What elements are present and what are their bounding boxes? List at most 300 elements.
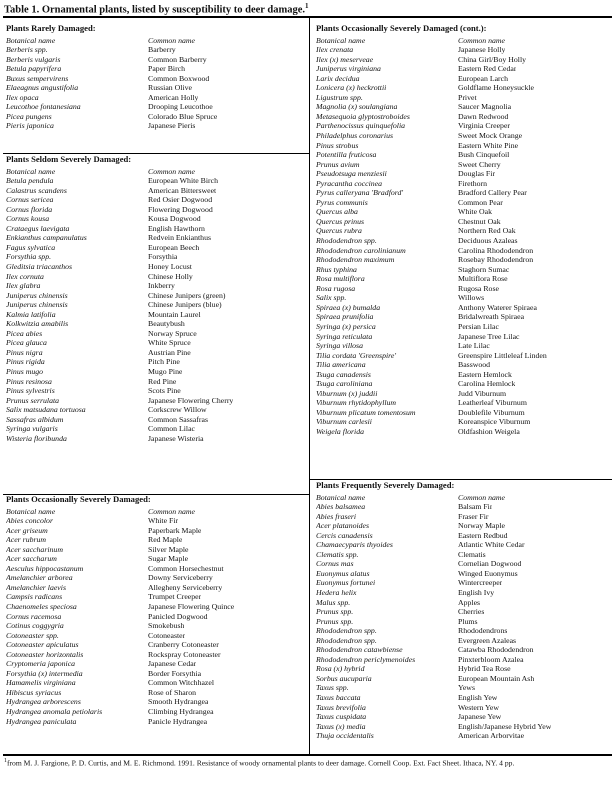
common-name: White Spruce: [148, 338, 191, 348]
common-name: Common Pear: [458, 197, 503, 207]
common-name: Red Maple: [148, 535, 183, 545]
botanical-name: Hydrangea arborescens: [6, 697, 81, 707]
botanical-name: Spiraea prunifolia: [316, 312, 374, 322]
table-row: [316, 45, 608, 55]
common-name: Catawba Rhododendron: [458, 645, 534, 655]
botanical-name: Rhododendron spp.: [316, 236, 377, 246]
table-row: [316, 131, 608, 141]
common-name: Japanese Flowering Quince: [148, 602, 235, 612]
common-name: Barberry: [148, 45, 176, 55]
botanical-name: Picea abies: [6, 328, 43, 338]
botanical-name: Prunus avium: [316, 159, 360, 169]
common-name: Rhododendrons: [458, 626, 508, 636]
common-name-header: Common name: [148, 506, 195, 516]
table-row: [316, 559, 608, 569]
botanical-name: Rhododendron spp.: [316, 626, 377, 636]
botanical-name: Hedera helix: [316, 588, 357, 598]
common-name: Panicle Hydrangea: [148, 716, 208, 726]
table-row: [316, 389, 608, 399]
common-name: Common Barberry: [148, 54, 207, 64]
botanical-name: Euonymus fortunei: [316, 578, 376, 588]
botanical-name: Cryptomeria japonica: [6, 659, 76, 669]
table-row: [316, 198, 608, 208]
footnote-mark: 1: [4, 758, 7, 764]
botanical-name: Pyrus calleryana 'Bradford': [316, 188, 404, 198]
botanical-name: Cercis canadensis: [316, 530, 373, 540]
common-name: Eastern White Pine: [458, 140, 519, 150]
common-name: Western Yew: [458, 702, 499, 712]
table-row: [316, 303, 608, 313]
table-row: [6, 55, 302, 65]
common-name: Evergreen Azaleas: [458, 635, 517, 645]
common-name: Panicled Dogwood: [148, 611, 208, 621]
botanical-name: Picea pungens: [6, 111, 52, 121]
botanical-name: Acer saccharum: [6, 554, 57, 564]
table-row: [316, 102, 608, 112]
table-row: [6, 717, 302, 727]
table-row: [316, 370, 608, 380]
common-name: Chinese Holly: [148, 271, 193, 281]
table-row: [316, 531, 608, 541]
common-name: Common Witchhazel: [148, 678, 215, 688]
common-name: Japanese Holly: [458, 45, 506, 55]
table-row: [316, 150, 608, 160]
botanical-name: Hydrangea paniculata: [6, 716, 77, 726]
botanical-name: Picea glauca: [6, 338, 47, 348]
table-row: [316, 312, 608, 322]
botanical-name: Amelanchier laevis: [6, 582, 66, 592]
table-row: [6, 707, 302, 717]
botanical-name: Betula pendula: [6, 176, 54, 186]
botanical-name: Cornus kousa: [6, 214, 50, 224]
column-header-row: [316, 36, 608, 46]
botanical-name: Juniperus virginiana: [316, 64, 381, 74]
table-row: [6, 669, 302, 679]
table-row: [316, 236, 608, 246]
table-row: [316, 578, 608, 588]
table-row: [6, 121, 302, 131]
table-row: [316, 417, 608, 427]
common-name: Cornelian Dogwood: [458, 559, 522, 569]
table-row: [316, 703, 608, 713]
table-row: [316, 598, 608, 608]
botanical-name: Abies balsamea: [316, 502, 366, 512]
common-name: Northern Red Oak: [458, 226, 516, 236]
common-name: Paper Birch: [148, 64, 186, 74]
botanical-name: Magnolia (x) soulangiana: [316, 102, 398, 112]
common-name: European Larch: [458, 73, 509, 83]
table-row: [316, 512, 608, 522]
common-name: Douglas Fir: [458, 169, 496, 179]
botanical-name: Quercus alba: [316, 207, 358, 217]
common-name: Norway Maple: [458, 521, 505, 531]
botanical-name: Malus spp.: [316, 597, 351, 607]
common-name: Common Lilac: [148, 424, 195, 434]
table-title: Table 1. Ornamental plants, listed by susceptibility to deer damage.$^1$: [4, 2, 309, 16]
table-row: [316, 607, 608, 617]
common-name: Chinese Junipers (green): [148, 290, 226, 300]
table-row: [6, 348, 302, 358]
botanical-name: Viburnum (x) juddii: [316, 388, 378, 398]
table-row: [316, 645, 608, 655]
table-row: [6, 338, 302, 348]
botanical-name: Cornus racemosa: [6, 611, 62, 621]
common-name: Common Boxwood: [148, 73, 210, 83]
common-name: Privet: [458, 92, 477, 102]
table-row: [6, 243, 302, 253]
botanical-name: Tsuga caroliniana: [316, 379, 373, 389]
botanical-name: Lonicera (x) heckrottii: [316, 83, 387, 93]
botanical-name: Leucothoe fontanesiana: [6, 102, 81, 112]
table-row: [6, 319, 302, 329]
table-row: [316, 588, 608, 598]
table-row: [6, 688, 302, 698]
common-name: Pitch Pine: [148, 357, 180, 367]
table-row: [6, 310, 302, 320]
table-row: [316, 141, 608, 151]
common-name: Goldflame Honeysuckle: [458, 83, 534, 93]
common-name: Fraser Fir: [458, 511, 489, 521]
common-name: Honey Locust: [148, 262, 192, 272]
table-row: [316, 112, 608, 122]
common-name: Japanese Pieris: [148, 121, 196, 131]
botanical-name: Pieris japonica: [6, 121, 54, 131]
common-name: Apples: [458, 597, 481, 607]
table-row: [6, 592, 302, 602]
botanical-name: Sorbus aucuparia: [316, 673, 372, 683]
common-name: Flowering Dogwood: [148, 204, 213, 214]
common-name: Climbing Hydrangea: [148, 707, 214, 717]
common-name: Bradford Callery Pear: [458, 188, 527, 198]
common-name: Common Sassafras: [148, 414, 208, 424]
common-name: Redvein Enkianthus: [148, 233, 212, 243]
common-name: Yews: [458, 683, 475, 693]
table-row: [6, 272, 302, 282]
botanical-name: Betula papyrifera: [6, 64, 62, 74]
common-name: Multiflora Rose: [458, 274, 508, 284]
botanical-name: Syringa (x) persica: [316, 321, 376, 331]
table-row: [6, 224, 302, 234]
botanical-name: Pinus rigida: [6, 357, 45, 367]
botanical-name: Syringa villosa: [316, 341, 363, 351]
botanical-name: Taxus baccata: [316, 693, 361, 703]
table-row: [316, 360, 608, 370]
table-row: [316, 293, 608, 303]
table-row: [6, 621, 302, 631]
table-row: [316, 636, 608, 646]
common-name: Japanese Yew: [458, 712, 502, 722]
botanical-name: Acer saccharinum: [6, 544, 63, 554]
common-name: Chestnut Oak: [458, 216, 501, 226]
table-row: [316, 226, 608, 236]
botanical-name: Cotinus coggygria: [6, 621, 64, 631]
common-name: Common Horsechestnut: [148, 563, 224, 573]
common-name: Kousa Dogwood: [148, 214, 201, 224]
table-row: [316, 693, 608, 703]
common-name: American Bittersweet: [148, 185, 217, 195]
botanical-name: Rhododendron maximum: [316, 255, 395, 265]
common-name: Doublefile Viburnum: [458, 407, 525, 417]
botanical-name: Gleditsia triacanthos: [6, 262, 73, 272]
table-row: [6, 535, 302, 545]
table-row: [6, 281, 302, 291]
botanical-name: Pinus nigra: [6, 347, 43, 357]
table-row: [316, 188, 608, 198]
common-name: Smooth Hydrangea: [148, 697, 209, 707]
table-row: [316, 712, 608, 722]
table-row: [316, 274, 608, 284]
table-row: [316, 502, 608, 512]
table-row: [6, 74, 302, 84]
botanical-name: Ilex crenata: [316, 45, 354, 55]
table-row: [6, 329, 302, 339]
table-row: [316, 626, 608, 636]
section-occasionally-damaged-cont: [316, 24, 608, 437]
common-name: China Girl/Boy Holly: [458, 54, 527, 64]
botanical-name: Cornus florida: [6, 204, 53, 214]
botanical-name-header: Botanical name: [316, 492, 366, 502]
botanical-name: Syringa vulgaris: [6, 424, 58, 434]
common-name: Anthony Waterer Spiraea: [458, 302, 537, 312]
table-row: [6, 45, 302, 55]
botanical-name: Quercus rubra: [316, 226, 362, 236]
common-name: Eastern Hemlock: [458, 369, 512, 379]
table-row: [6, 233, 302, 243]
table-row: [316, 284, 608, 294]
common-name: Basswood: [458, 360, 491, 370]
common-name: Silver Maple: [148, 544, 189, 554]
column-header-row: [6, 36, 302, 46]
botanical-name: Berberis spp.: [6, 45, 48, 55]
table-row: [6, 377, 302, 387]
table-row: [6, 300, 302, 310]
common-name: English Hawthorn: [148, 223, 205, 233]
common-name: Koreanspice Viburnum: [458, 417, 531, 427]
common-name: Greenspire Littleleaf Linden: [458, 350, 547, 360]
common-name: Japanese Cedar: [148, 659, 197, 669]
botanical-name: Spiraea (x) bumalda: [316, 302, 381, 312]
botanical-name: Syringa reticulata: [316, 331, 373, 341]
table-row: [6, 252, 302, 262]
table-row: [316, 379, 608, 389]
common-name: Austrian Pine: [148, 347, 191, 357]
table-row: [6, 186, 302, 196]
common-name: Hybrid Tea Rose: [458, 664, 511, 674]
section-heading: Plants Rarely Damaged:: [6, 23, 96, 33]
common-name: Rockspray Cotoneaster: [148, 649, 221, 659]
common-name: Scots Pine: [148, 386, 181, 396]
botanical-name: Chaenomeles speciosa: [6, 602, 77, 612]
botanical-name-header: Botanical name: [6, 35, 56, 45]
botanical-name: Taxus spp.: [316, 683, 349, 693]
table-row: [316, 74, 608, 84]
column-divider: [309, 18, 310, 754]
common-name: Rose of Sharon: [148, 687, 197, 697]
common-name: Mountain Laurel: [148, 309, 201, 319]
botanical-name: Larix decidua: [316, 73, 360, 83]
botanical-name: Sassafras albidum: [6, 414, 64, 424]
table-row: [6, 83, 302, 93]
common-name: Corkscrew Willow: [148, 405, 207, 415]
common-name: Pinxterbloom Azalea: [458, 654, 524, 664]
common-name: Mugo Pine: [148, 367, 183, 377]
botanical-name: Taxus brevifolia: [316, 702, 366, 712]
botanical-name: Prunus spp.: [316, 616, 354, 626]
table-row: [6, 176, 302, 186]
common-name: Rugosa Rose: [458, 283, 499, 293]
botanical-name: Forsythia spp.: [6, 252, 52, 262]
botanical-name: Aesculus hippocastanum: [6, 563, 84, 573]
common-name: Leatherleaf Viburnum: [458, 398, 527, 408]
common-name: Smokebush: [148, 621, 185, 631]
common-name: Judd Viburnum: [458, 388, 507, 398]
title-footnote-mark: 1: [305, 2, 309, 10]
column-header-row: [6, 507, 302, 517]
botanical-name: Rosa (x) hybrid: [316, 664, 365, 674]
table-row: [316, 540, 608, 550]
common-name: Chinese Junipers (blue): [148, 300, 222, 310]
common-name: Eastern Red Cedar: [458, 64, 517, 74]
botanical-name: Rhododendron catawbiense: [316, 645, 403, 655]
botanical-name: Viburnum rhytidophyllum: [316, 398, 397, 408]
table-row: [316, 351, 608, 361]
botanical-name: Hydrangea anomala petiolaris: [6, 707, 103, 717]
common-name: Atlantic White Cedar: [458, 540, 525, 550]
table-row: [6, 640, 302, 650]
common-name: White Oak: [458, 207, 492, 217]
common-name: Staghorn Sumac: [458, 264, 510, 274]
table-row: [316, 408, 608, 418]
botanical-name: Ilex opaca: [6, 92, 39, 102]
botanical-name: Clematis spp.: [316, 549, 359, 559]
table-row: [6, 396, 302, 406]
botanical-name: Juniperus chinensis: [6, 290, 68, 300]
table-row: [316, 55, 608, 65]
botanical-name: Prunus serrulata: [6, 395, 60, 405]
table-row: [6, 602, 302, 612]
common-name: English/Japanese Hybrid Yew: [458, 721, 552, 731]
table-row: [6, 195, 302, 205]
table-row: [316, 322, 608, 332]
common-name-header: Common name: [458, 35, 505, 45]
section-occasionally-damaged: [6, 495, 302, 726]
table-row: [316, 207, 608, 217]
common-name: Rosebay Rhododendron: [458, 255, 534, 265]
botanical-name-header: Botanical name: [6, 166, 56, 176]
common-name: Oldfashion Weigela: [458, 426, 520, 436]
table-row: [316, 160, 608, 170]
botanical-name: Rhus typhina: [316, 264, 357, 274]
table-row: [316, 255, 608, 265]
botanical-name: Campsis radicans: [6, 592, 63, 602]
common-name: Virginia Creeper: [458, 121, 510, 131]
common-name: Japanese Flowering Cherry: [148, 395, 234, 405]
table-row: [6, 545, 302, 555]
table-row: [316, 550, 608, 560]
common-name: Plums: [458, 616, 478, 626]
botanical-name: Rhododendron spp.: [316, 635, 377, 645]
common-name: Downy Serviceberry: [148, 573, 213, 583]
botanical-name-header: Botanical name: [316, 35, 366, 45]
botanical-name: Rhododendron periclymenoides: [316, 654, 416, 664]
table-row: [6, 112, 302, 122]
common-name: Persian Lilac: [458, 321, 499, 331]
botanical-name: Quercus prinus: [316, 216, 365, 226]
common-name: Allegheny Serviceberry: [148, 582, 223, 592]
botanical-name: Pinus mugo: [6, 367, 44, 377]
table-row: [6, 631, 302, 641]
botanical-name: Tilia americana: [316, 360, 366, 370]
table-row: [316, 332, 608, 342]
table-row: [6, 367, 302, 377]
section-seldom-damaged: [6, 155, 302, 443]
table-row: [6, 573, 302, 583]
table-row: [6, 102, 302, 112]
table-row: [316, 246, 608, 256]
botanical-name: Cotoneaster horizontalis: [6, 649, 84, 659]
common-name: Drooping Leucothoe: [148, 102, 213, 112]
section-heading: Plants Seldom Severely Damaged:: [6, 154, 132, 164]
common-name: Cotoneaster: [148, 630, 186, 640]
botanical-name: Forsythia (x) intermedia: [6, 668, 83, 678]
table-row: [6, 64, 302, 74]
common-name: Sweet Mock Orange: [458, 131, 523, 141]
botanical-name: Thuja occidentalis: [316, 731, 374, 741]
section-heading: Plants Occasionally Severely Damaged (cont.):: [316, 23, 487, 33]
common-name: European Mountain Ash: [458, 673, 535, 683]
botanical-name: Abies fraseri: [316, 511, 357, 521]
common-name: Sugar Maple: [148, 554, 189, 564]
table-row: [6, 405, 302, 415]
common-name: Winged Euonymus: [458, 568, 518, 578]
table-row: [316, 64, 608, 74]
common-name: Red Osier Dogwood: [148, 195, 213, 205]
botanical-name: Taxus (x) media: [316, 721, 366, 731]
table-row: [6, 678, 302, 688]
botanical-name: Prunus spp.: [316, 607, 354, 617]
table-row: [6, 650, 302, 660]
botanical-name: Rosa rugosa: [316, 283, 356, 293]
table-row: [6, 526, 302, 536]
botanical-name: Salix spp.: [316, 293, 347, 303]
common-name: Red Pine: [148, 376, 177, 386]
common-name: Carolina Rhododendron: [458, 245, 534, 255]
botanical-name: Ilex glabra: [6, 281, 41, 291]
botanical-name: Acer griseum: [6, 525, 48, 535]
common-name: Japanese Tree Lilac: [458, 331, 520, 341]
section-heading: Plants Occasionally Severely Damaged:: [6, 494, 151, 504]
botanical-name: Parthenocissus quinquefolia: [316, 121, 406, 131]
botanical-name: Metasequoia glyptostroboides: [316, 111, 410, 121]
botanical-name: Abies concolor: [6, 516, 53, 526]
column-header-row: [316, 493, 608, 503]
common-name: Border Forsythia: [148, 668, 202, 678]
botanical-name: Elaeagnus angustifolia: [6, 83, 79, 93]
table-row: [6, 697, 302, 707]
common-name: Saucer Magnolia: [458, 102, 512, 112]
botanical-name: Hamamelis virginiana: [6, 678, 76, 688]
common-name: Late Lilac: [458, 341, 490, 351]
table-row: [316, 731, 608, 741]
footnote-text: from M. J. Fargione, P. D. Curtis, and M. E. Richmond. 1991. Resistance of woody ornamental plants to deer damage. Cornell Coop. Ext. Fact Sheet. Ithaca, NY. 4 pp.: [7, 758, 515, 768]
table-row: [316, 617, 608, 627]
table-row: [316, 93, 608, 103]
table-row: [316, 398, 608, 408]
footnote: [4, 756, 610, 769]
botanical-name: Ligustrum spp.: [316, 92, 363, 102]
botanical-name: Kolkwitzia amabilis: [6, 319, 69, 329]
botanical-name: Chamaecyparis thyoides: [316, 540, 393, 550]
